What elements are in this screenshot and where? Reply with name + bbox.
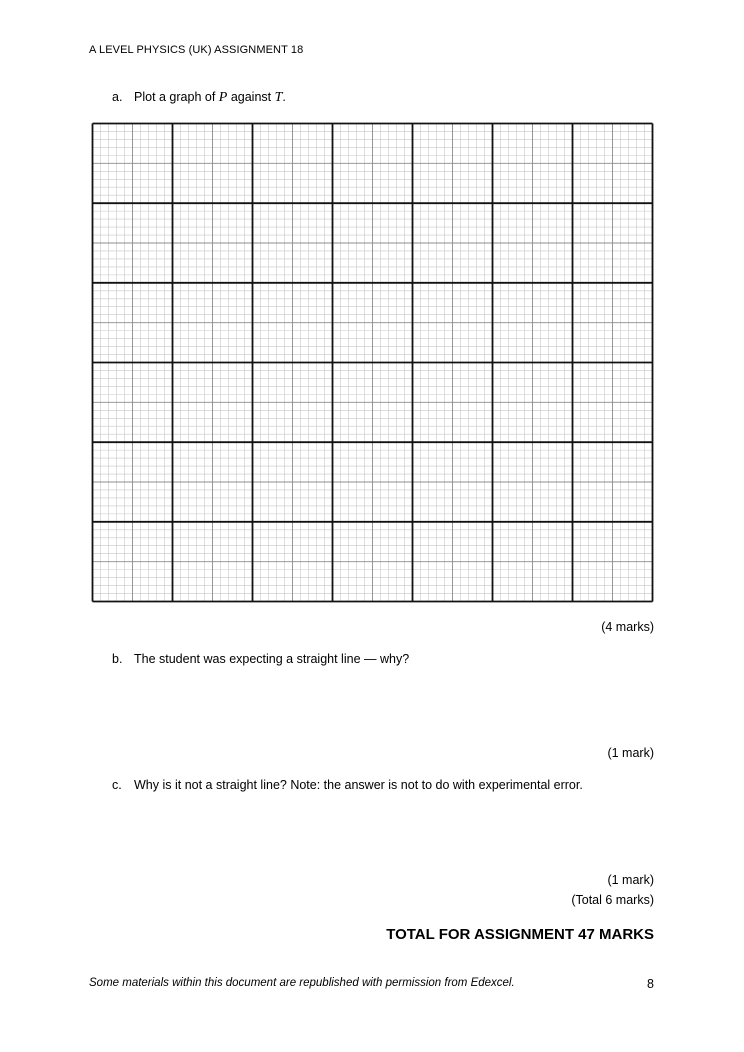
question-c <box>112 778 583 792</box>
question-a-letter: a. <box>112 90 123 104</box>
question-c-letter: c. <box>112 778 122 792</box>
page-header: A LEVEL PHYSICS (UK) ASSIGNMENT 18 <box>89 44 304 56</box>
page-number: 8 <box>647 977 654 991</box>
marks-total-question: (Total 6 marks) <box>571 893 654 907</box>
marks-c: (1 mark) <box>607 873 654 887</box>
marks-b: (1 mark) <box>607 746 654 760</box>
marks-a: (4 marks) <box>601 620 654 634</box>
assignment-total: TOTAL FOR ASSIGNMENT 47 MARKS <box>386 926 654 943</box>
question-a-text-before: Plot a graph of <box>134 90 219 104</box>
question-b-letter: b. <box>112 652 123 666</box>
question-a-text-after: . <box>282 90 286 104</box>
graph-paper-grid <box>91 122 654 603</box>
footer-note: Some materials within this document are republished with permission from Edexcel. <box>89 977 515 989</box>
question-a-text-mid: against <box>227 90 275 104</box>
variable-p: P <box>218 90 228 105</box>
variable-t: T <box>274 90 283 105</box>
question-b-text: The student was expecting a straight line — why? <box>134 652 410 666</box>
graph-paper[interactable] <box>91 122 654 603</box>
question-c-text: Why is it not a straight line? Note: the answer is not to do with experimental error. <box>134 778 583 792</box>
question-b <box>112 652 409 666</box>
question-a <box>112 90 286 106</box>
